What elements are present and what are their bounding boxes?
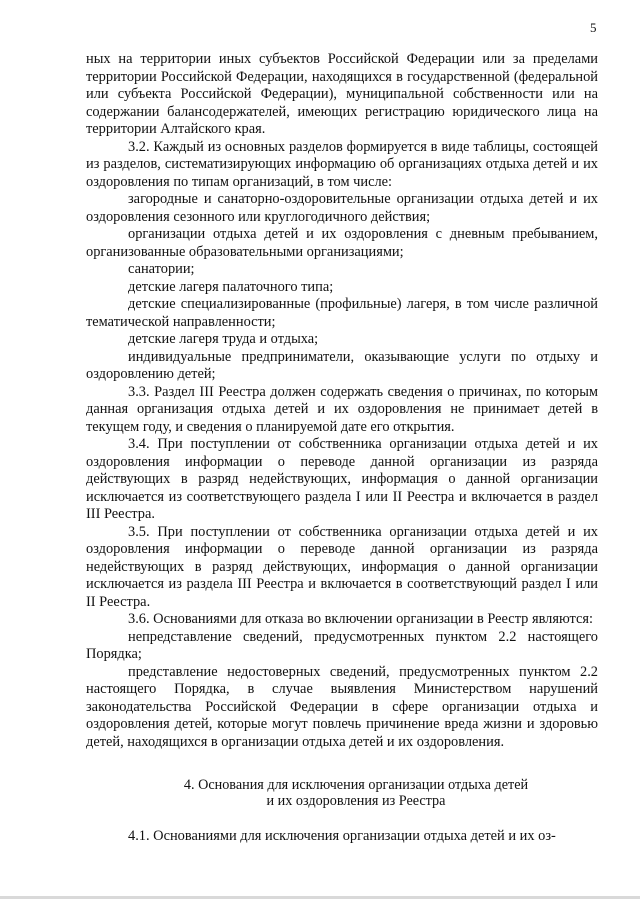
paragraph-3-4: 3.4. При поступлении от собственника организации отдыха детей и их оздоровления информации о переводе данной организации из разряда действующих в разряд недействующих, информация о данной организации исключается из соответствующего раздела I или II Реестра и включается в раздел III Реестра. [86, 436, 598, 522]
page-number: 5 [590, 20, 597, 35]
paragraph-continuation: ных на территории иных субъектов Российской Федерации или за пределами территории Российской Федерации, находящихся в государственной (федеральной или субъекта Российской Федерации), муниципальной собственности или на содержании балансодержателей, имеющих регистрацию юридического лица на территории Алтайского края. [86, 51, 598, 137]
list-item-specialized-camps: детские специализированные (профильные) лагеря, в том числе различной тематической направленности; [86, 296, 598, 330]
paragraph-4-1: 4.1. Основаниями для исключения организации отдыха детей и их оз- [128, 828, 556, 844]
refusal-ground-1: непредставление сведений, предусмотренных пунктом 2.2 настоящего Порядка; [86, 628, 598, 662]
paragraph-4-1-container [86, 828, 598, 846]
document-body [86, 51, 598, 751]
paragraph-3-6: 3.6. Основаниями для отказа во включении организации в Реестр являются: [128, 611, 594, 627]
section-heading-line-1: 4. Основания для исключения организации отдыха детей [183, 777, 529, 793]
list-item-labour-camps: детские лагеря труда и отдыха; [128, 331, 319, 347]
list-item-entrepreneurs: индивидуальные предприниматели, оказывающие услуги по отдыху и оздоровлению детей; [86, 348, 598, 382]
paragraph-3-2: 3.2. Каждый из основных разделов формируется в виде таблицы, состоящей из разделов, систематизирующих информацию об организациях отдыха детей и их оздоровления по типам организаций, в том числе: [86, 138, 598, 190]
section-heading [86, 778, 626, 809]
paragraph-3-5: 3.5. При поступлении от собственника организации отдыха детей и их оздоровления информации о переводе данной организации из разряда недействующих в разряд действующих, информация о данной организации исключается из раздела III Реестра и включается в соответствующий раздел I или II Реестра. [86, 523, 598, 610]
list-item-country-camps: загородные и санаторно-оздоровительные организации отдыха детей и их оздоровления сезонного или круглогодичного действия; [86, 191, 598, 225]
list-item-tent-camps: детские лагеря палаточного типа; [128, 278, 334, 295]
refusal-ground-2: представление недостоверных сведений, предусмотренных пунктом 2.2 настоящего Порядка, в случае выявления Министерством нарушений законодательства Российской Федерации в сфере организации отдыха и оздоровления детей, которые могут повлечь причинение вреда жизни и здоровью детей, находящихся в организации отдыха детей и их оздоровления. [86, 663, 598, 750]
list-item-sanatoria: санатории; [128, 261, 195, 277]
section-heading-line-2: и их оздоровления из Реестра [266, 792, 446, 809]
paragraph-3-3: 3.3. Раздел III Реестра должен содержать сведения о причинах, по которым данная организация отдыха детей и их оздоровления не принимает детей в текущем году, и сведения о планируемой дате его открытия. [86, 383, 598, 435]
list-item-day-camps: организации отдыха детей и их оздоровления с дневным пребыванием, организованные образовательными организациями; [86, 226, 598, 260]
